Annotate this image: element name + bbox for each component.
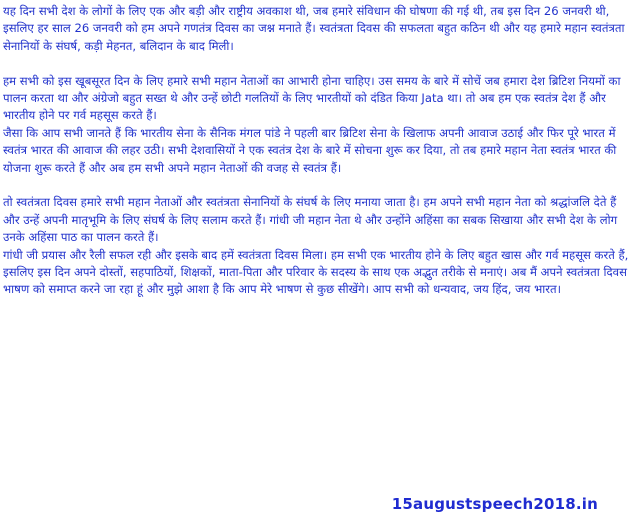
paragraph-1: यह दिन सभी देश के लोगों के लिए एक और बड़ी और राष्ट्रीय अवकाश थी, जब हमारे संविधान की घोषणा की गई थी, तब इस दिन 26 जनवरी थी, इसलिए हर साल 26 जनवरी को हम अपने गणतंत्र दिवस का जश्न मनाते हैं। स्वतंत्रता दिवस की सफलता बहुत कठिन थी और यह हमारे महान स्वतंत्रता सेनानियों के संघर्ष, कड़ी मेहनत, बलिदान के बाद मिली। [3,4,625,53]
paragraph-2: हम सभी को इस खूबसूरत दिन के लिए हमारे सभी महान नेताओं का आभारी होना चाहिए। उस समय के बारे में सोचें जब हमारा देश ब्रिटिश नियमों का पालन करता था और अंग्रेजो बहुत सख्त थे और उन्हें छोटी गलतियों के लिए भारतीयों को दंडित किया Jata था। तो अब हम एक स्वतंत्र देश हैं और भारतीय होने पर गर्व महसूस करते हैं। [3,73,621,123]
paragraph-4: तो स्वतंत्रता दिवस हमारे सभी महान नेताओं और स्वतंत्रता सेनानियों के संघर्ष के लिए मनाया जाता है। हम अपने सभी महान नेता को श्रद्धांजलि देते हैं और उन्हें अपनी मातृभूमि के लिए संघर्ष के लिए सलाम करते हैं। गांधी जी महान नेता थे और उन्होंने अहिंसा का सबक सिखाया और सभी देश के लोग उनके अहिंसा पाठ का पालन करते हैं। [3,195,618,245]
paragraph-gap [3,55,633,72]
watermark-text: 15augustspeech2018.in [391,495,598,513]
paragraph-3: जैसा कि आप सभी जानते हैं कि भारतीय सेना के सैनिक मंगल पांडे ने पहली बार ब्रिटिश सेना के खिलाफ अपनी आवाज उठाई और फिर पूरे भारत में स्वतंत्र भारत की आवाज की लहर उठी। सभी देशवासियों ने एक स्वतंत्र देश के बारे में सोचना शुरू कर दिया, तो तब हमारे महान नेता स्वतंत्र भारत की योजना शुरू करते हैं और अब हम सभी अपने महान नेताओं की वजह से स्वतंत्र हैं। [3,125,617,175]
speech-document [3,3,633,299]
paragraph-5: गांधी जी प्रयास और रैली सफल रही और इसके बाद हमें स्वतंत्रता दिवस मिला। हम सभी एक भारतीय होने के लिए बहुत खास और गर्व महसूस करते हैं, इसलिए इस दिन अपने दोस्तों, सहपाठियों, शिक्षकों, माता-पिता और परिवार के सदस्य के साथ एक अद्भुत तरीके से मनाएं। अब मैं अपने स्वतंत्रता दिवस भाषण को समाप्त करने जा रहा हूं और मुझे आशा है कि आप मेरे भाषण से कुछ सीखेंगे। आप सभी को धन्यवाद, जय हिंद, जय भारत। [3,247,629,297]
paragraph-gap [3,177,633,194]
